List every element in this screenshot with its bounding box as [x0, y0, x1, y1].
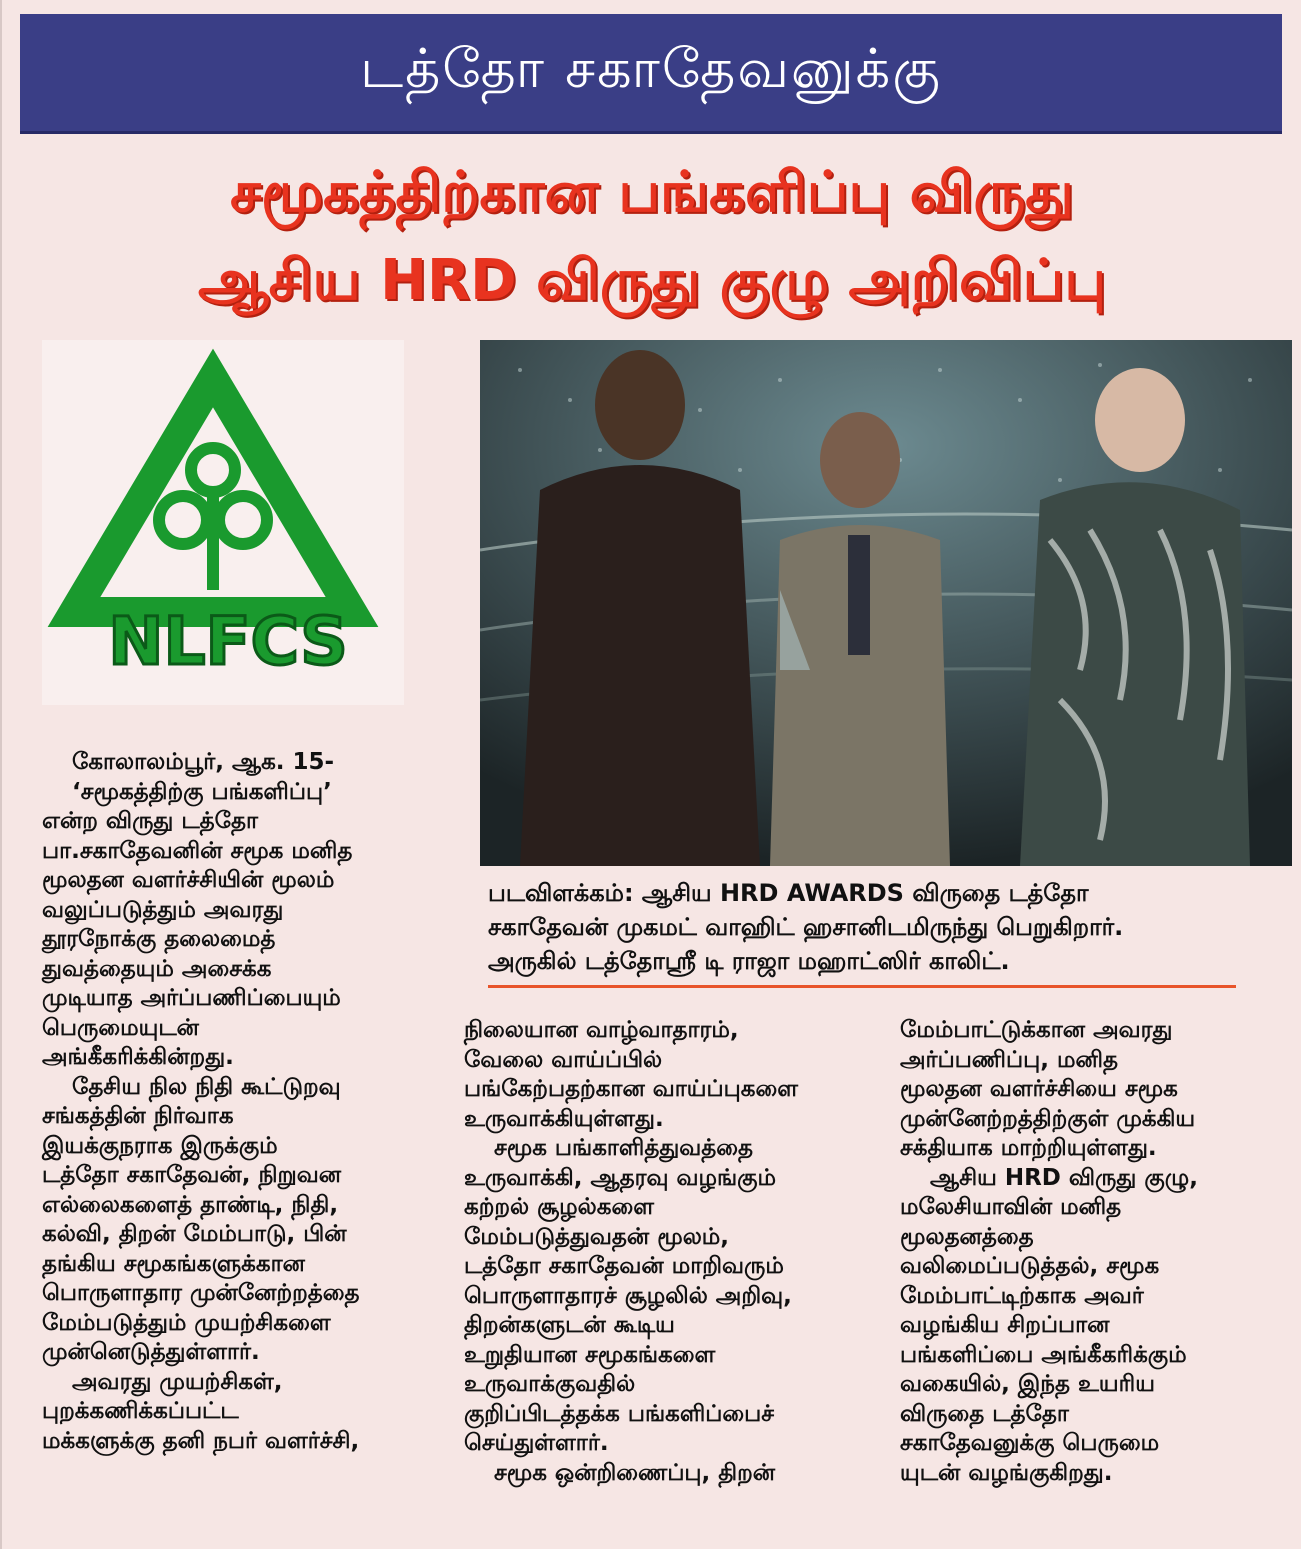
text-line: பொருளாதார முன்னேற்றத்தை: [42, 1280, 360, 1306]
text-line: புறக்கணிக்கப்பட்ட: [42, 1398, 239, 1424]
text-line: மேம்பாட்டுக்கான அவரது: [900, 1017, 1173, 1043]
text-line: பங்களிப்பை அங்கீகரிக்கும்: [900, 1341, 1187, 1368]
text-line: சக்தியாக மாற்றியுள்ளது.: [900, 1135, 1157, 1161]
text-line: அர்ப்பணிப்பு, மனித: [900, 1046, 1118, 1073]
text-line: முன்னெடுத்துள்ளார்.: [42, 1339, 260, 1365]
text-line: மூலதன வளர்ச்சியை சமூக: [900, 1076, 1178, 1102]
banner-title: டத்தோ சகாதேவனுக்கு: [360, 37, 942, 100]
text-line: வகையில், இந்த உயரிய: [900, 1371, 1155, 1397]
text-line: ஆசிய HRD விருது குழு,: [930, 1164, 1198, 1191]
caption-divider: [488, 985, 1236, 988]
caption-line: அருகில் டத்தோஸ்ரீ டி ராஜா மஹாட்ஸிர் காலிட்.: [488, 947, 1010, 975]
headline-line-1: சமூகத்திற்கான பங்களிப்பு விருது: [230, 160, 1074, 225]
text-line: மேம்பாட்டிற்காக அவர்: [900, 1282, 1144, 1309]
text-line: பா.சகாதேவனின் சமூக மனித: [42, 837, 353, 864]
text-line: வலுப்படுத்தும் அவரது: [42, 896, 284, 923]
headline-line-2: ஆசிய HRD விருது குழு அறிவிப்பு: [197, 248, 1107, 313]
award-ceremony-photo: [480, 340, 1292, 866]
text-line: உறுதியான சமூகங்களை: [464, 1341, 716, 1368]
text-line: இயக்குநராக இருக்கும்: [42, 1132, 278, 1159]
text-line: சமூக ஒன்றிணைப்பு, திறன்: [494, 1459, 776, 1486]
text-line: டத்தோ சகாதேவன், நிறுவன: [42, 1162, 342, 1188]
text-line: யுடன் வழங்குகிறது.: [900, 1459, 1113, 1486]
article-column-3: [900, 1016, 1290, 1488]
photo-illustration: [480, 340, 1292, 866]
text-line: வழங்கிய சிறப்பான: [900, 1312, 1110, 1338]
text-line: அவரது முயற்சிகள்,: [72, 1368, 283, 1395]
text-line: தேசிய நில நிதி கூட்டுறவு: [72, 1073, 341, 1100]
article-column-1: [42, 748, 442, 1456]
text-line: பங்கேற்பதற்கான வாய்ப்புகளை: [464, 1076, 798, 1102]
article-column-2: [464, 1016, 879, 1488]
caption-line: சகாதேவன் முகமட் வாஹிட் ஹசானிடமிருந்து பெறுகிறார்.: [488, 913, 1124, 941]
text-line: சங்கத்தின் நிர்வாக: [42, 1103, 234, 1129]
caption-line: படவிளக்கம்: ஆசிய HRD AWARDS விருதை டத்தோ: [488, 879, 1089, 907]
text-line: அங்கீகரிக்கின்றது.: [42, 1044, 234, 1070]
text-line: ‘சமூகத்திற்கு பங்களிப்பு’: [72, 778, 332, 805]
nlfcs-logo-icon: [42, 340, 404, 705]
text-line: மலேசியாவின் மனித: [900, 1194, 1122, 1220]
text-line: மூலதனத்தை: [900, 1223, 1034, 1250]
text-line: எல்லைகளைத் தாண்டி, நிதி,: [42, 1191, 339, 1218]
text-line: கோலாலம்பூர், ஆக. 15-: [72, 749, 335, 775]
text-line: டத்தோ சகாதேவன் மாறிவரும்: [464, 1253, 784, 1279]
text-line: செய்துள்ளார்.: [464, 1430, 609, 1456]
nlfcs-logo: [42, 340, 404, 705]
text-line: வேலை வாய்ப்பில்: [464, 1046, 663, 1073]
photo-caption: [488, 876, 1278, 978]
text-line: துவத்தையும் அசைக்க: [42, 955, 272, 982]
text-line: கற்றல் சூழல்களை: [464, 1194, 654, 1220]
text-line: பெருமையுடன்: [42, 1014, 199, 1041]
text-line: முடியாத அர்ப்பணிப்பையும்: [42, 985, 341, 1011]
text-line: சமூக பங்காளித்துவத்தை: [494, 1135, 754, 1161]
nlfcs-logo-text: NLFCS: [108, 603, 348, 680]
text-line: உருவாக்குவதில்: [464, 1371, 636, 1397]
text-line: முன்னேற்றத்திற்குள் முக்கிய: [900, 1105, 1196, 1132]
text-line: திறன்களுடன் கூடிய: [464, 1312, 675, 1338]
text-line: நிலையான வாழ்வாதாரம்,: [464, 1017, 739, 1043]
banner: [20, 14, 1282, 134]
text-line: தங்கிய சமூகங்களுக்கான: [42, 1250, 305, 1277]
text-line: தூரநோக்கு தலைமைத்: [42, 926, 276, 952]
text-line: உருவாக்கியுள்ளது.: [464, 1105, 664, 1132]
text-line: உருவாக்கி, ஆதரவு வழங்கும்: [464, 1164, 776, 1191]
text-line: பொருளாதாரச் சூழலில் அறிவு,: [464, 1282, 792, 1309]
text-line: மேம்படுத்தும் முயற்சிகளை: [42, 1309, 331, 1336]
text-line: குறிப்பிடத்தக்க பங்களிப்பைச்: [464, 1400, 775, 1427]
text-line: விருதை டத்தோ: [900, 1400, 1069, 1427]
text-line: மூலதன வளர்ச்சியின் மூலம்: [42, 867, 335, 893]
text-line: என்ற விருது டத்தோ: [42, 808, 258, 834]
text-line: வலிமைப்படுத்தல், சமூக: [900, 1253, 1160, 1279]
text-line: மக்களுக்கு தனி நபர் வளர்ச்சி,: [42, 1427, 360, 1454]
text-line: மேம்படுத்துவதன் மூலம்,: [464, 1223, 730, 1250]
text-line: சகாதேவனுக்கு பெருமை: [900, 1430, 1160, 1456]
text-line: கல்வி, திறன் மேம்பாடு, பின்: [42, 1221, 347, 1247]
